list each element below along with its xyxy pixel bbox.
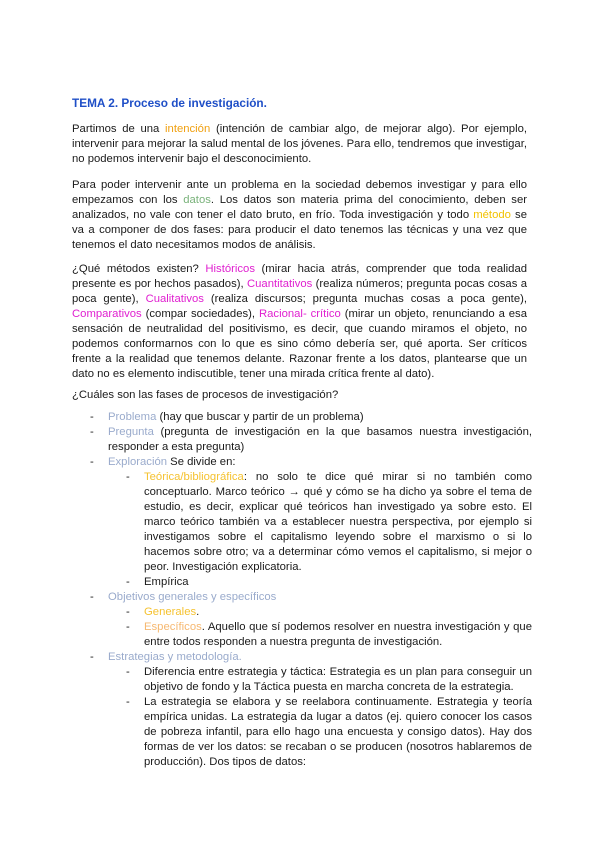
sublist-item-estrategia-tactica	[126, 665, 532, 695]
bullet-dash: -	[126, 621, 130, 633]
bullet-dash: -	[90, 411, 94, 423]
paragraph-fases-question: ¿Cuáles son las fases de procesos de investigación?	[72, 389, 339, 401]
list-item-exploracion	[90, 455, 532, 470]
paragraph-metodos	[72, 262, 527, 382]
bullet-dash: -	[126, 666, 130, 678]
highlight-datos: datos	[183, 194, 211, 206]
p3-text4: (compar sociedades),	[141, 308, 259, 320]
p3-text5: (mirar un objeto, renunciando a esa sensación de neutralidad del positivismo, es decir, que cuando miramos el objeto, no podemos conformarnos con lo que es sino cómo debería ser, qué aporta. Ser críticos frente a la realidad que tenemos delante. Razonar frente a los datos, plantearse que un dato no es elemento indiscutible, tener una mirada crítica frente al dato).	[72, 308, 527, 380]
sublist-item-empirica	[126, 575, 532, 590]
bullet-dash: -	[90, 426, 94, 438]
phase-text-problema: (hay que buscar y partir de un problema)	[156, 411, 364, 423]
sublist-item-especificos	[126, 620, 532, 650]
list-item-estrategias	[90, 650, 532, 665]
bullet-dash: -	[90, 591, 94, 603]
paragraph-intencion	[72, 122, 527, 167]
sublist-item-teorica	[126, 470, 532, 575]
document-title: TEMA 2. Proceso de investigación.	[72, 96, 267, 110]
method-comparativos: Comparativos	[72, 308, 142, 320]
p1-after: (intención de cambiar algo, de mejorar algo). Por ejemplo, intervenir para mejorar la salud mental de los jóvenes. Para ello, tendremos que investigar, no podemos intervenir bajo el desconocimiento.	[72, 123, 527, 165]
bullet-dash: -	[126, 696, 130, 708]
p1-before: Partimos de una	[72, 123, 166, 135]
bullet-dash: -	[90, 651, 94, 663]
sub-label-generales: Generales	[144, 606, 197, 618]
bullet-dash: -	[90, 456, 94, 468]
sub-label-especificos: Específicos	[144, 621, 202, 633]
phase-label-objetivos: Objetivos generales y específicos	[108, 591, 277, 603]
phase-label-problema: Problema	[108, 411, 157, 423]
list-item-pregunta	[90, 425, 532, 455]
p2-middle: . Los datos son materia prima del conocimiento, deben ser analizados, no vale con tener el dato bruto, en frío. Toda investigación y todo	[72, 194, 527, 221]
p3-intro: ¿Qué métodos existen?	[72, 263, 206, 275]
p3-text1: (mirar hacia atrás, comprender que toda realidad presente es por hechos pasados),	[72, 263, 528, 290]
method-cuantitativos: Cuantitativos	[246, 278, 313, 290]
method-cualitativos: Cualitativos	[145, 293, 204, 305]
sub-text-generales: .	[196, 606, 200, 618]
phases-list	[72, 410, 532, 770]
phase-text-pregunta: (pregunta de investigación en la que basamos nuestra investigación, responder a esta pregunta)	[108, 426, 532, 453]
phase-text-exploracion: Se divide en:	[167, 456, 236, 468]
sub-label-teorica: Teórica/bibliográfica	[144, 471, 244, 483]
sub-text-especificos: . Aquello que sí podemos resolver en nuestra investigación y que entre todos responden a nuestra pregunta de investigación.	[144, 621, 532, 648]
phase-label-estrategias: Estrategias y metodología.	[108, 651, 242, 663]
bullet-dash: -	[126, 576, 130, 588]
list-item-objetivos	[90, 590, 532, 605]
highlight-intencion: intención	[165, 123, 211, 135]
p3-text3: (realiza discursos; pregunta muchas cosas a poca gente),	[203, 293, 527, 305]
bullet-dash: -	[126, 606, 130, 618]
method-racional-critico: Racional- crítico	[258, 308, 341, 320]
sub-text-estrategia-tactica: Diferencia entre estrategia y táctica: Estrategia es un plan para conseguir un objetivo de fondo y la Táctica puesta en marcha concreta de la estrategia.	[144, 666, 532, 693]
sublist-item-generales	[126, 605, 532, 620]
list-item-problema	[90, 410, 532, 425]
paragraph-datos	[72, 178, 527, 253]
sub-text-estrategia-reelabora: La estrategia se elabora y se reelabora continuamente. Estrategia y teoría empírica unidas. La estrategia da lugar a datos (ej. quiero conocer los casos de pobreza infantil, para ello hago una encuesta y consigo datos). Hay dos formas de ver los datos: se recaban o se producen (nosotros hablaremos de producción). Dos tipos de datos:	[144, 696, 532, 768]
p2-before: Para poder intervenir ante un problema en la sociedad debemos investigar y para ello empezamos con los	[72, 179, 527, 206]
bullet-dash: -	[126, 471, 130, 483]
sub-label-empirica: Empírica	[144, 576, 189, 588]
sub-text-teorica: : no solo te dice qué mirar si no también como conceptuarlo. Marco teórico → qué y cómo se ha dicho ya sobre el tema de estudio, es decir, explicar qué teóricos han investigado ya sobre esto. El marco teórico también va a establecer nuestra perspectiva, por ejemplo si investigamos sobre el capitalismo leyendo sobre el marxismo o si lo hacemos sobre otro; va a determinar cómo vemos el capitalismo, si mejor o peor. Investigación explicatoria.	[144, 471, 532, 573]
p3-text2: (realiza números; pregunta pocas cosas a poca gente),	[72, 278, 527, 305]
method-historicos: Históricos	[205, 263, 255, 275]
phase-label-pregunta: Pregunta	[108, 426, 154, 438]
sublist-item-estrategia-reelabora	[126, 695, 532, 770]
phase-label-exploracion: Exploración	[108, 456, 168, 468]
p2-after: se va a componer de dos fases: para producir el dato tenemos las técnicas y una vez que tenemos el dato necesitamos modos de análisis.	[72, 209, 527, 251]
highlight-metodo: método	[473, 209, 511, 221]
